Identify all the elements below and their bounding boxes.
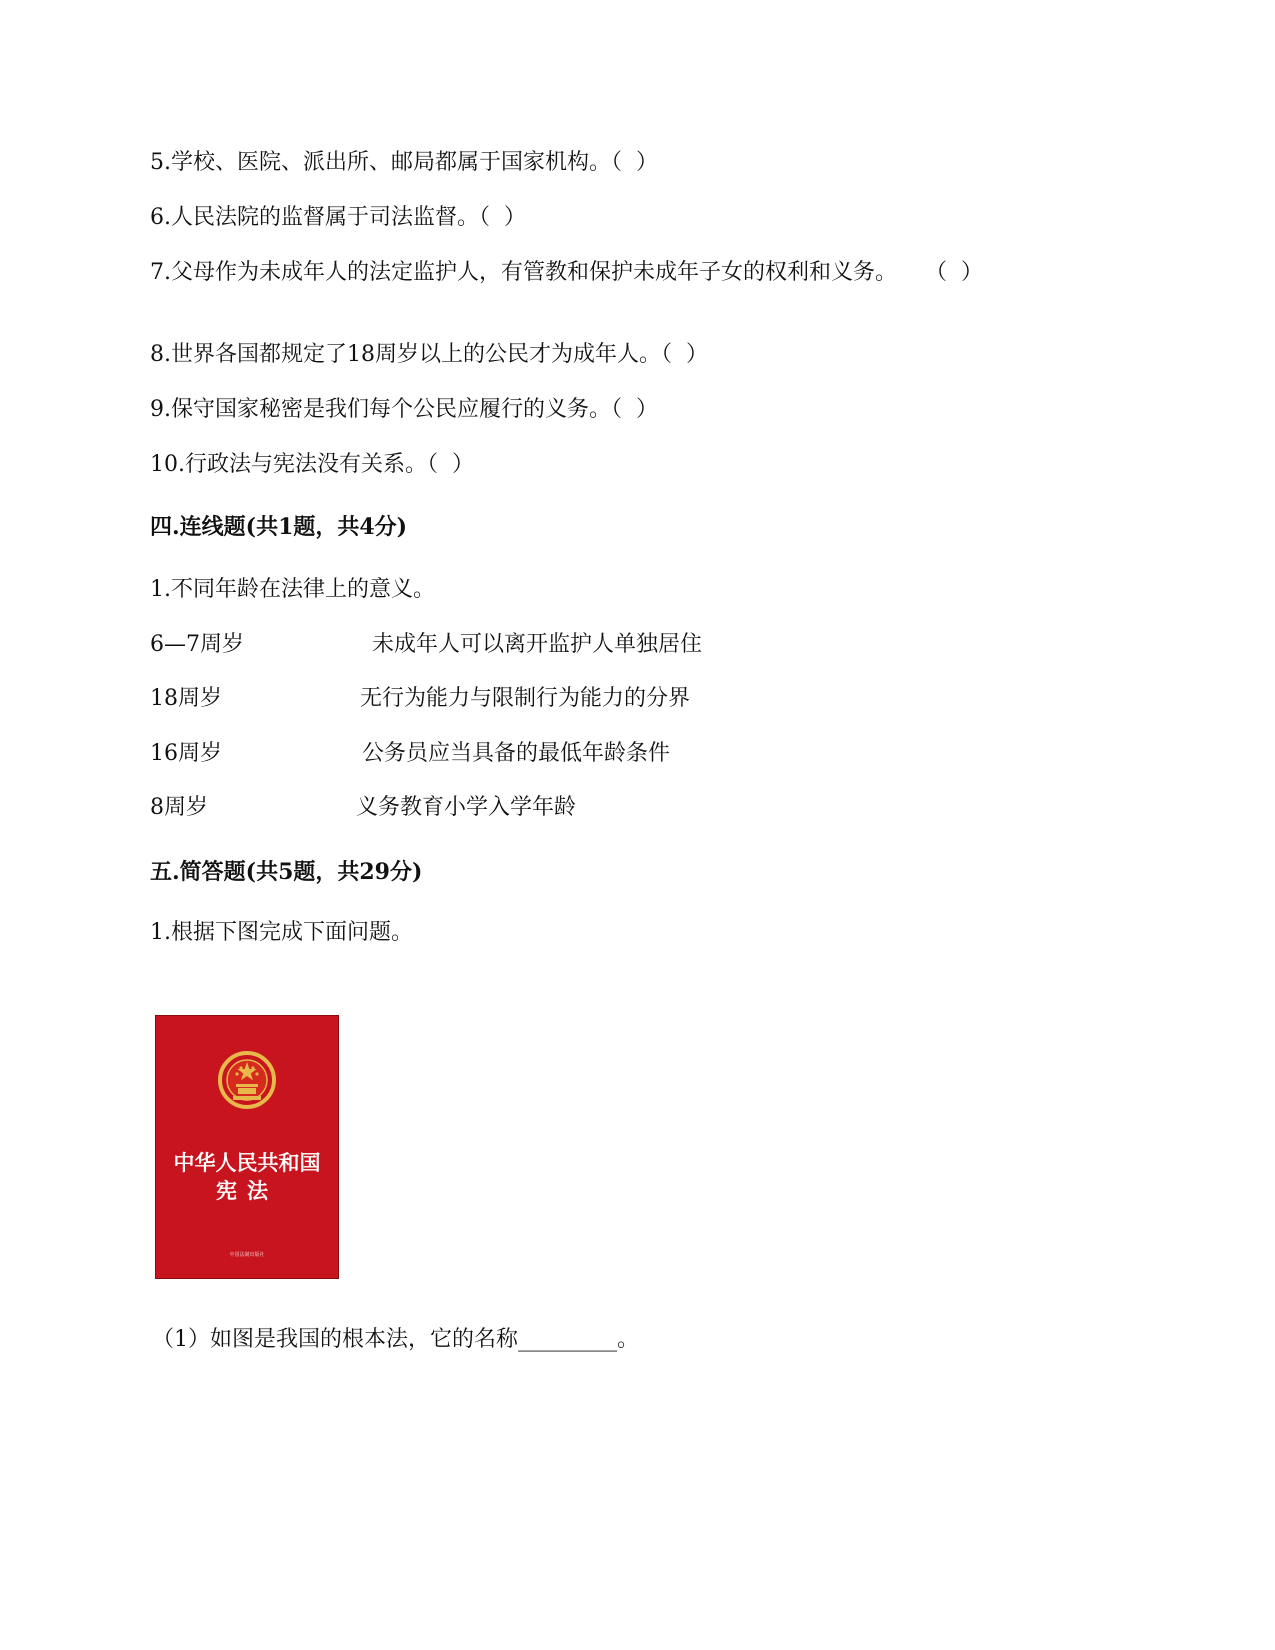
matching-right-item-1: 未成年人可以离开监护人单独居住 — [372, 632, 703, 657]
judgement-item-8: 8.世界各国都规定了18周岁以上的公民才为成年人。（ ） — [150, 342, 708, 367]
matching-left-item-4: 8周岁 — [150, 795, 208, 820]
matching-right-item-3: 公务员应当具备的最低年龄条件 — [362, 741, 671, 766]
short-answer-heading: 五.简答题(共5题，共29分) — [150, 859, 423, 885]
matching-left-item-2: 18周岁 — [150, 686, 222, 711]
matching-left-item-3: 16周岁 — [150, 741, 222, 766]
judgement-item-5: 5.学校、医院、派出所、邮局都属于国家机构。（ ） — [150, 150, 658, 175]
matching-right-item-2: 无行为能力与限制行为能力的分界 — [360, 686, 691, 711]
judgement-item-6: 6.人民法院的监督属于司法监督。（ ） — [150, 205, 526, 230]
matching-question: 1.不同年龄在法律上的意义。 — [150, 577, 435, 602]
short-answer-question: 1.根据下图完成下面问题。 — [150, 920, 413, 945]
matching-right-item-4: 义务教育小学入学年龄 — [356, 795, 577, 820]
cover-subtitle: 宪法 — [216, 1178, 278, 1203]
judgement-item-10: 10.行政法与宪法没有关系。（ ） — [150, 452, 474, 477]
cover-publisher: 中国法制出版社 — [229, 1252, 265, 1258]
matching-heading: 四.连线题(共1题，共4分) — [150, 514, 408, 540]
judgement-item-7: 7.父母作为未成年人的法定监护人，有管教和保护未成年子女的权利和义务。 （ ） — [150, 260, 983, 285]
sub-question-1: （1）如图是我国的根本法，它的名称_________。 — [152, 1327, 639, 1352]
constitution-cover-image — [155, 1015, 339, 1279]
cover-title: 中华人民共和国 — [173, 1150, 321, 1175]
matching-left-item-1: 6—7周岁 — [150, 632, 244, 657]
national-emblem-icon — [217, 1050, 277, 1110]
judgement-item-9: 9.保守国家秘密是我们每个公民应履行的义务。（ ） — [150, 397, 658, 422]
